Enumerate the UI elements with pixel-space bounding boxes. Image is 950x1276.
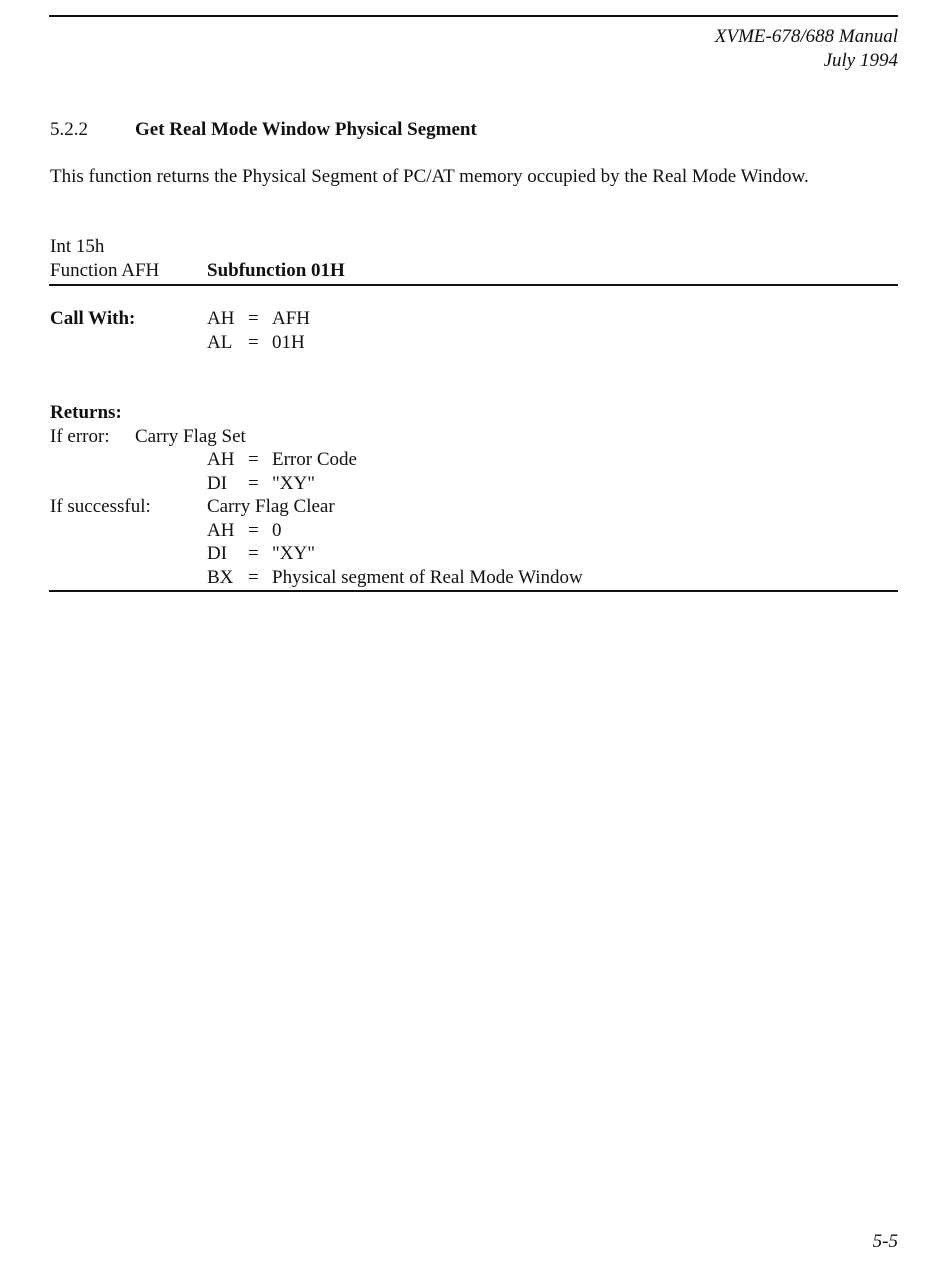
section-description: This function returns the Physical Segment of PC/AT memory occupied by the Real Mode Window.	[50, 166, 809, 187]
success-condition-label: If successful:	[50, 496, 151, 517]
section-number: 5.2.2	[50, 119, 88, 140]
success-flag: Carry Flag Clear	[207, 496, 335, 517]
equals-sign: =	[248, 543, 259, 564]
equals-sign: =	[248, 449, 259, 470]
table-header-rule	[49, 284, 898, 286]
register-value: "XY"	[272, 543, 315, 564]
manual-title: XVME-678/688 Manual	[714, 26, 898, 47]
function-label: Function AFH	[50, 260, 160, 281]
register-value: AFH	[272, 308, 311, 329]
register-value: 0	[272, 520, 282, 541]
register-name: DI	[207, 543, 228, 564]
call-with-label: Call With:	[50, 308, 136, 329]
register-name: AL	[207, 332, 233, 353]
register-name: AH	[207, 308, 235, 329]
error-flag: Carry Flag Set	[135, 426, 246, 447]
register-name: DI	[207, 473, 228, 494]
equals-sign: =	[248, 520, 259, 541]
equals-sign: =	[248, 473, 259, 494]
page-number: 5-5	[872, 1231, 898, 1252]
manual-date: July 1994	[823, 50, 898, 71]
register-name: BX	[207, 567, 234, 588]
section-title: Get Real Mode Window Physical Segment	[135, 119, 477, 140]
register-value: 01H	[272, 332, 305, 353]
top-rule	[49, 15, 898, 17]
register-name: AH	[207, 449, 235, 470]
table-bottom-rule	[49, 590, 898, 592]
equals-sign: =	[248, 567, 259, 588]
register-name: AH	[207, 520, 235, 541]
register-value: "XY"	[272, 473, 315, 494]
equals-sign: =	[248, 332, 259, 353]
equals-sign: =	[248, 308, 259, 329]
subfunction-label: Subfunction 01H	[207, 260, 345, 281]
interrupt-label: Int 15h	[50, 236, 105, 257]
register-value: Error Code	[272, 449, 357, 470]
register-value: Physical segment of Real Mode Window	[272, 567, 583, 588]
error-condition-label: If error:	[50, 426, 110, 447]
returns-label: Returns:	[50, 402, 122, 423]
